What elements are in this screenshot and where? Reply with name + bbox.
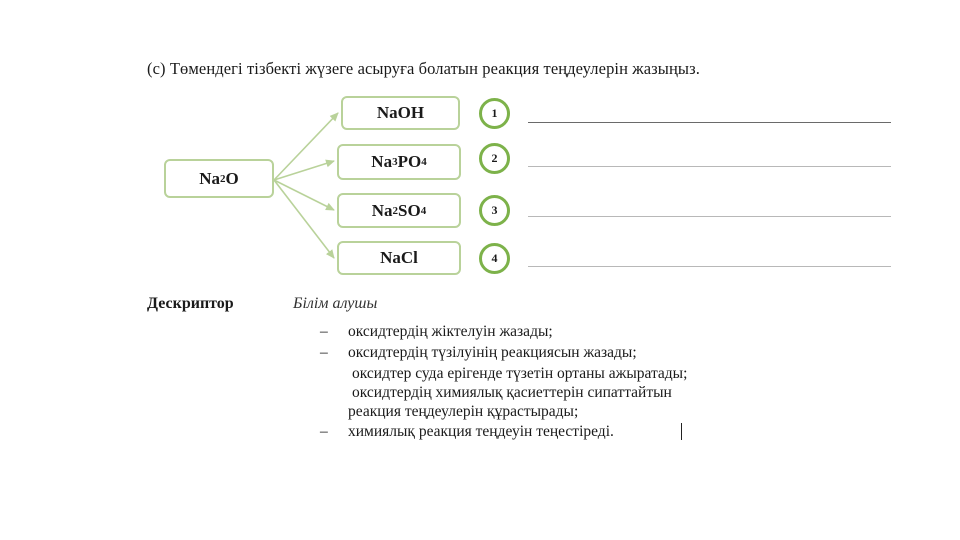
descriptor-label: Дескриптор [147,295,234,312]
answer-line-4[interactable] [528,266,891,267]
descriptor-item-2: оксидтердің түзілуінің реакциясын жазады; [348,344,637,361]
number-circle-2: 2 [479,143,510,174]
arrow-to-nacl [274,180,334,258]
bullet-dash: – [320,344,328,361]
descriptor-item-3: оксидтер суда ерігенде түзетін ортаны ажыратады; [352,365,688,382]
number-circle-4: 4 [479,243,510,274]
formula-base: NaCl [380,248,418,267]
descriptor-item-5: химиялық реакция теңдеуін теңестіреді. [348,423,614,440]
formula-mid: SO [398,200,421,220]
product-box-nacl [337,241,461,275]
number-circle-3: 3 [479,195,510,226]
formula-sub: 2 [392,204,399,217]
text-cursor [681,423,682,440]
formula-base: Na [371,200,393,220]
formula-tail: O [225,168,239,188]
answer-line-1[interactable] [528,122,891,123]
descriptor-item-4: оксидтердің химиялық қасиеттерін сипаттайтын [352,384,672,401]
formula-base: Na [199,168,221,188]
descriptor-item-1: оксидтердің жіктелуін жазады; [348,323,553,340]
formula-base: Na [371,152,393,171]
source-box-na2o [164,159,274,198]
product-box-na3po4 [337,144,461,180]
formula-sub: 2 [220,172,226,185]
arrow-to-na2so4 [274,180,334,210]
formula-sub2: 4 [420,204,427,217]
answer-line-3[interactable] [528,216,891,217]
bullet-dash: – [320,423,328,440]
formula-sub2: 4 [421,156,427,168]
descriptor-item-4-cont: реакция теңдеулерін құрастырады; [348,403,579,420]
descriptor-subject: Білім алушы [293,295,378,312]
formula-sub: 3 [392,156,398,168]
task-instruction: (c) Төмендегі тізбекті жүзеге асыруға болатын реакция теңдеулерін жазыңыз. [147,59,700,78]
bullet-dash: – [320,323,328,340]
formula-base: NaOH [376,103,425,122]
product-box-na2so4 [337,193,461,228]
answer-line-2[interactable] [528,166,891,167]
formula-mid: PO [397,152,422,171]
product-box-naoh [341,96,460,130]
number-circle-1: 1 [479,98,510,129]
